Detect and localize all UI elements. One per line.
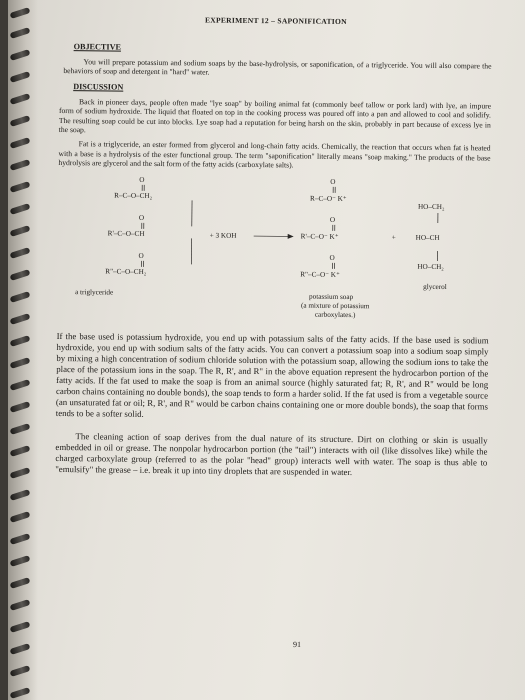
triglyceride-label: a triglyceride	[75, 287, 114, 297]
discussion-heading: DISCUSSION	[73, 81, 124, 92]
binding-coil	[10, 643, 31, 655]
binding-coil	[10, 27, 31, 39]
binding-coil	[10, 467, 31, 479]
triglyceride-row-2: R'–C–O–CH	[107, 229, 145, 238]
binding-coil	[10, 269, 31, 281]
binding-coil	[10, 181, 31, 193]
binding-coil	[10, 621, 31, 633]
objective-text: You will prepare potassium and sodium soaps by the base-hydrolysis, or saponification, of a triglyceride. You will also compare the behaviors of soap and detergent in "hard" water.	[63, 57, 492, 77]
glycerol-label: glycerol	[423, 282, 447, 291]
binding-coil	[10, 445, 31, 457]
page-content	[55, 14, 492, 484]
binding-coil	[10, 687, 31, 699]
soap-row-1: R–C–O⁻ K⁺	[310, 194, 347, 203]
binding-coil	[10, 247, 31, 259]
binding-coil	[10, 489, 31, 501]
binding-coil	[10, 7, 31, 19]
carbonyl-oxygen: O	[138, 213, 145, 222]
body-paragraph-1: If the base used is potassium hydroxide, you end up with potassium salts of the fatty acids. If the base used is sodium hydroxide, you end up with sodium salts of the fatty acids. You can convert a potassium soap into a sodium soap simply by mixing a high concentration of sodium chloride solution with the potassium soap, allowing the sodium ions to take the place of the potassium ions in the soap. The R, R', and R" in the above equation represent the hydrocarbon portion of the fatty acids. If the fat used to make the soap is from an animal source (highly saturated fat; R, R', and R" would be long carbon chains containing no double bonds), the soap tends to form a harder solid. If the fat used is from a vegetable source (an unsaturated fat or oil; R, R', and R" would be carbon chains containing one or more double bonds), the soap that forms tends to be a softer solid.	[55, 330, 489, 419]
soap-row-3: R"–C–O⁻ K⁺	[300, 270, 340, 279]
triglyceride-row-3: R"–C–O–CH₂	[105, 267, 147, 276]
plus-sign: +	[391, 233, 396, 242]
binding-coil	[10, 291, 31, 303]
binding-coil	[10, 599, 31, 611]
document-page	[8, 0, 525, 700]
binding-coil	[10, 159, 31, 171]
glycerol-row-1: HO–CH₂	[417, 202, 445, 211]
binding-coil	[10, 71, 31, 83]
binding-coil	[10, 379, 31, 391]
soap-label-line-1: potassium soap	[309, 292, 354, 301]
carbonyl-oxygen: O	[329, 253, 335, 262]
discussion-paragraph-2: Fat is a triglyceride, an ester formed from glycerol and long-chain fatty acids. Chemically, the reaction that occurs when fat is heated with a base is a hydrolysis of the ester functional group. The term "saponification" literally means "soap making." The products of the base hydrolysis are glycerol and the salt form of the fatty acids (carboxylate salts).	[58, 139, 491, 170]
spiral-binding	[8, 0, 38, 700]
binding-coil	[10, 115, 31, 127]
binding-coil	[10, 533, 31, 545]
body-paragraph-2: The cleaning action of soap derives from the dual nature of its structure. Dirt on clothing or skin is usually embedded in oil or grease. The nonpolar hydrocarbon portion (the "tail") interacts with oil (like dissolves like) while the charged carboxylate group (referred to as the polar "head" group) interacts well with water. The soap is thus able to "emulsify" the grease – i.e. break it up into tiny droplets that are suspended in water.	[55, 430, 488, 477]
page-number: 91	[292, 639, 302, 650]
binding-coil	[10, 577, 31, 589]
discussion-paragraph-1: Back in pioneer days, people often made "lye soap" by boiling animal fat (commonly beef tallow or pork lard) with lye, an impure form of sodium hydroxide. The liquid that floated on top in the cooking process was poured off into a pan and allowed to cool and solidify. The resulting soap could be cut into blocks. Lye soap had a reputation for being harsh on the skin, probably in part because of excess lye in the soap.	[58, 97, 492, 135]
carbonyl-oxygen: O	[138, 251, 144, 260]
binding-coil	[10, 335, 31, 347]
binding-coil	[10, 93, 31, 105]
soap-label-line-3: carboxylates.)	[314, 310, 356, 319]
objective-heading: OBJECTIVE	[73, 42, 122, 52]
binding-coil	[10, 423, 31, 435]
binding-coil	[10, 313, 31, 325]
binding-coil	[10, 401, 31, 413]
carbonyl-oxygen: O	[330, 177, 336, 186]
binding-coil	[10, 225, 31, 237]
binding-coil	[10, 49, 31, 61]
carbonyl-oxygen: O	[329, 215, 336, 224]
page-header: EXPERIMENT 12 – SAPONIFICATION	[204, 15, 347, 27]
glycerol-row-2: HO–CH	[415, 233, 440, 242]
saponification-equation	[57, 173, 491, 328]
soap-label-line-2: (a mixture of potassium	[300, 301, 370, 310]
triglyceride-row-1: R–C–O–CH₂	[114, 191, 153, 200]
binding-coil	[10, 357, 31, 369]
binding-coil	[10, 665, 31, 677]
glycerol-row-3: HO–CH₂	[417, 262, 444, 271]
binding-coil	[10, 137, 31, 149]
binding-coil	[10, 511, 31, 523]
soap-row-2: R'–C–O⁻ K⁺	[300, 232, 339, 241]
reagent-koh: + 3 KOH	[209, 231, 237, 240]
carbonyl-oxygen: O	[139, 175, 145, 184]
binding-coil	[10, 203, 31, 215]
binding-coil	[10, 555, 31, 567]
